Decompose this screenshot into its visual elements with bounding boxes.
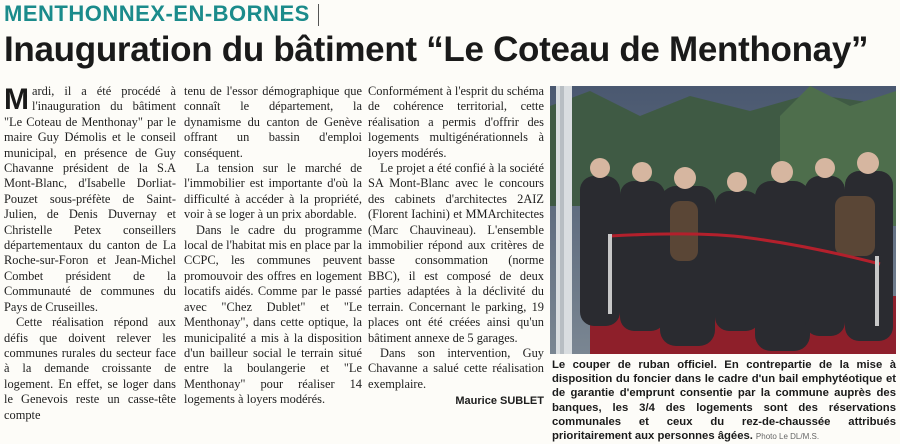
article-paragraph: Dans le cadre du programme local de l'habitat mis en place par la CCPC, les communes peuvent promouvoir des offres en logement locatifs aidés. Comme par le passé avec "Chez Dublet" et "Le Menthonay", dans cette optique, la municipalité a mis à la disposition d'un bailleur social le terrain situé entre la boulangerie et "Le Menthonay" pour réaliser 14 logements à loyers modérés. <box>184 222 362 407</box>
section-kicker: MENTHONNEX-EN-BORNES <box>4 1 310 26</box>
article-paragraph: Cette réalisation répond aux défis que doivent relever les communes rurales du secteur face à la demande croissante de logement. En effet, se loger dans le Genevois reste un casse-tête compte <box>4 315 176 422</box>
article-column-1 <box>4 84 176 429</box>
article-paragraph: Conformément à l'esprit du schéma de cohérence territorial, cette réalisation a permis d'offrir des logements multigénérationnels à loyers modérés. <box>368 84 544 160</box>
caption-text: Le couper de ruban officiel. En contrepartie de la mise à disposition du foncier dans le cadre d'un bail emphytéotique et de garantie d'emprunt consentie par la commune auprès des banques, les 3/4 des logements sont des réservations communales et ceux du rez-de-chaussée attribués prioritairement aux personnes âgées. <box>552 359 896 443</box>
article-column-3 <box>368 84 544 429</box>
photo-caption <box>552 358 896 444</box>
article-paragraph: Mardi, il a été procédé à l'inauguration du bâtiment "Le Coteau de Menthonay" par le maire Guy Démolis et le conseil municipal, en présence de Guy Chavanne président de la S.A Mont-Blanc, d'Isabelle Dorliat-Pouzet sous-préfète de Saint-Julien, de Denis Duvernay et Christelle Petex conseillers départementaux du canton de La Roche-sur-Foron et Jean-Michel Combet président de la Communauté de communes du Pays de Cruseilles. <box>4 83 176 314</box>
article-paragraph: Le projet a été confié à la société SA Mont-Blanc avec le concours des cabinets d'architectes 2AIZ (Florent Iachini) et MMArchitectes (Marc Chauvineau). L'ensemble immobilier répond aux critères de basse consommation (norme BBC), il est composé de deux parties adaptées à la déclivité du terrain. Concernant le parking, 19 places ont été créées ainsi qu'un bâtiment annexe de 5 garages. <box>368 161 544 345</box>
ribbon-cutting-photo <box>550 86 896 354</box>
article-column-2 <box>184 84 362 429</box>
article-headline: Inauguration du bâtiment “Le Coteau de Menthonay” <box>4 30 869 69</box>
kicker-divider <box>318 4 319 26</box>
article-paragraph: La tension sur le marché de l'immobilier est importante d'où la difficulté à accéder à la propriété, voir à se loger à un prix abordable. <box>184 161 362 222</box>
drop-cap: M <box>4 83 29 116</box>
article-photo <box>550 86 896 354</box>
article-paragraph: Dans son intervention, Guy Chavanne a salué cette réalisation exemplaire. <box>368 345 544 391</box>
photo-credit: Photo Le DL/M.S. <box>755 432 820 442</box>
author-signature: Maurice SUBLET <box>455 395 544 408</box>
article-paragraph: tenu de l'essor démographique que connaît le département, la dynamisme du canton de Genève offrant un bassin d'emploi conséquent. <box>184 84 362 160</box>
